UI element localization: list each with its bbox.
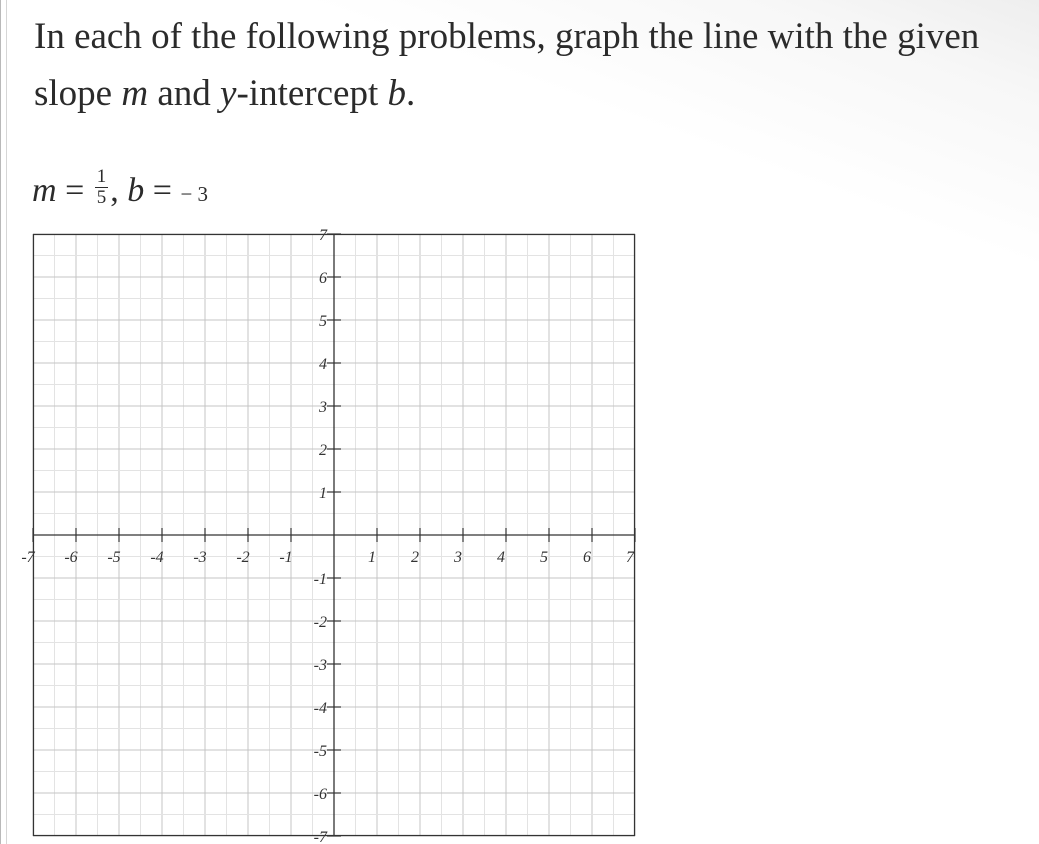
y-tick-label: 1 [319,485,327,502]
instructions-text: and [148,73,221,114]
x-tick-label: -3 [193,549,207,566]
y-tick-label: 7 [319,227,327,244]
graph-svg[interactable] [21,227,635,844]
y-tick-label: 5 [319,313,327,330]
y-tick-label: -7 [313,829,327,844]
slope-numerator: 1 [96,165,107,187]
slope-denominator: 5 [96,186,107,208]
instructions-text: -intercept [236,73,388,114]
intercept-variable: b [127,172,145,209]
x-tick-label: -6 [64,549,78,566]
comma: , [110,172,128,209]
left-border [0,0,1,844]
y-tick-label: 3 [319,399,327,416]
y-tick-label: -1 [313,571,327,588]
y-tick-label: -5 [313,743,327,760]
y-tick-label: -6 [313,786,327,803]
instructions-text: slope [34,73,122,114]
x-tick-label: -7 [21,549,35,566]
intercept-variable: b [387,73,406,114]
x-tick-label: 3 [454,549,462,566]
slope-fraction [95,167,109,208]
equals-sign: = [56,172,93,209]
y-tick-label: -4 [313,700,327,717]
slope-variable: m [121,73,149,114]
instructions-line-1: In each of the following problems, graph the line with the given [34,16,980,57]
instructions-line-2 [34,65,1034,122]
left-border-inner [6,0,7,844]
y-tick-label: 2 [319,442,327,459]
slope-variable: m [32,172,57,209]
x-tick-label: 5 [540,549,548,566]
y-variable: y [220,73,237,114]
x-tick-label: -2 [236,549,250,566]
problem-instructions [34,8,1034,122]
y-tick-label: -3 [313,657,327,674]
x-tick-label: 2 [411,549,419,566]
instructions-period: . [405,73,416,114]
x-tick-label: 6 [583,549,591,566]
problem-statement [32,165,209,232]
coordinate-graph[interactable] [21,227,635,844]
x-tick-label: 7 [626,549,634,566]
equals-sign: = [144,172,181,209]
x-tick-label: -4 [150,549,164,566]
y-tick-label: -2 [313,614,327,631]
y-tick-label: 4 [319,356,327,373]
x-tick-label: -1 [279,549,293,566]
x-tick-label: -5 [107,549,121,566]
x-tick-label: 1 [368,549,376,566]
intercept-value: − 3 [180,182,209,206]
x-tick-label: 4 [497,549,505,566]
y-tick-label: 6 [319,270,327,287]
